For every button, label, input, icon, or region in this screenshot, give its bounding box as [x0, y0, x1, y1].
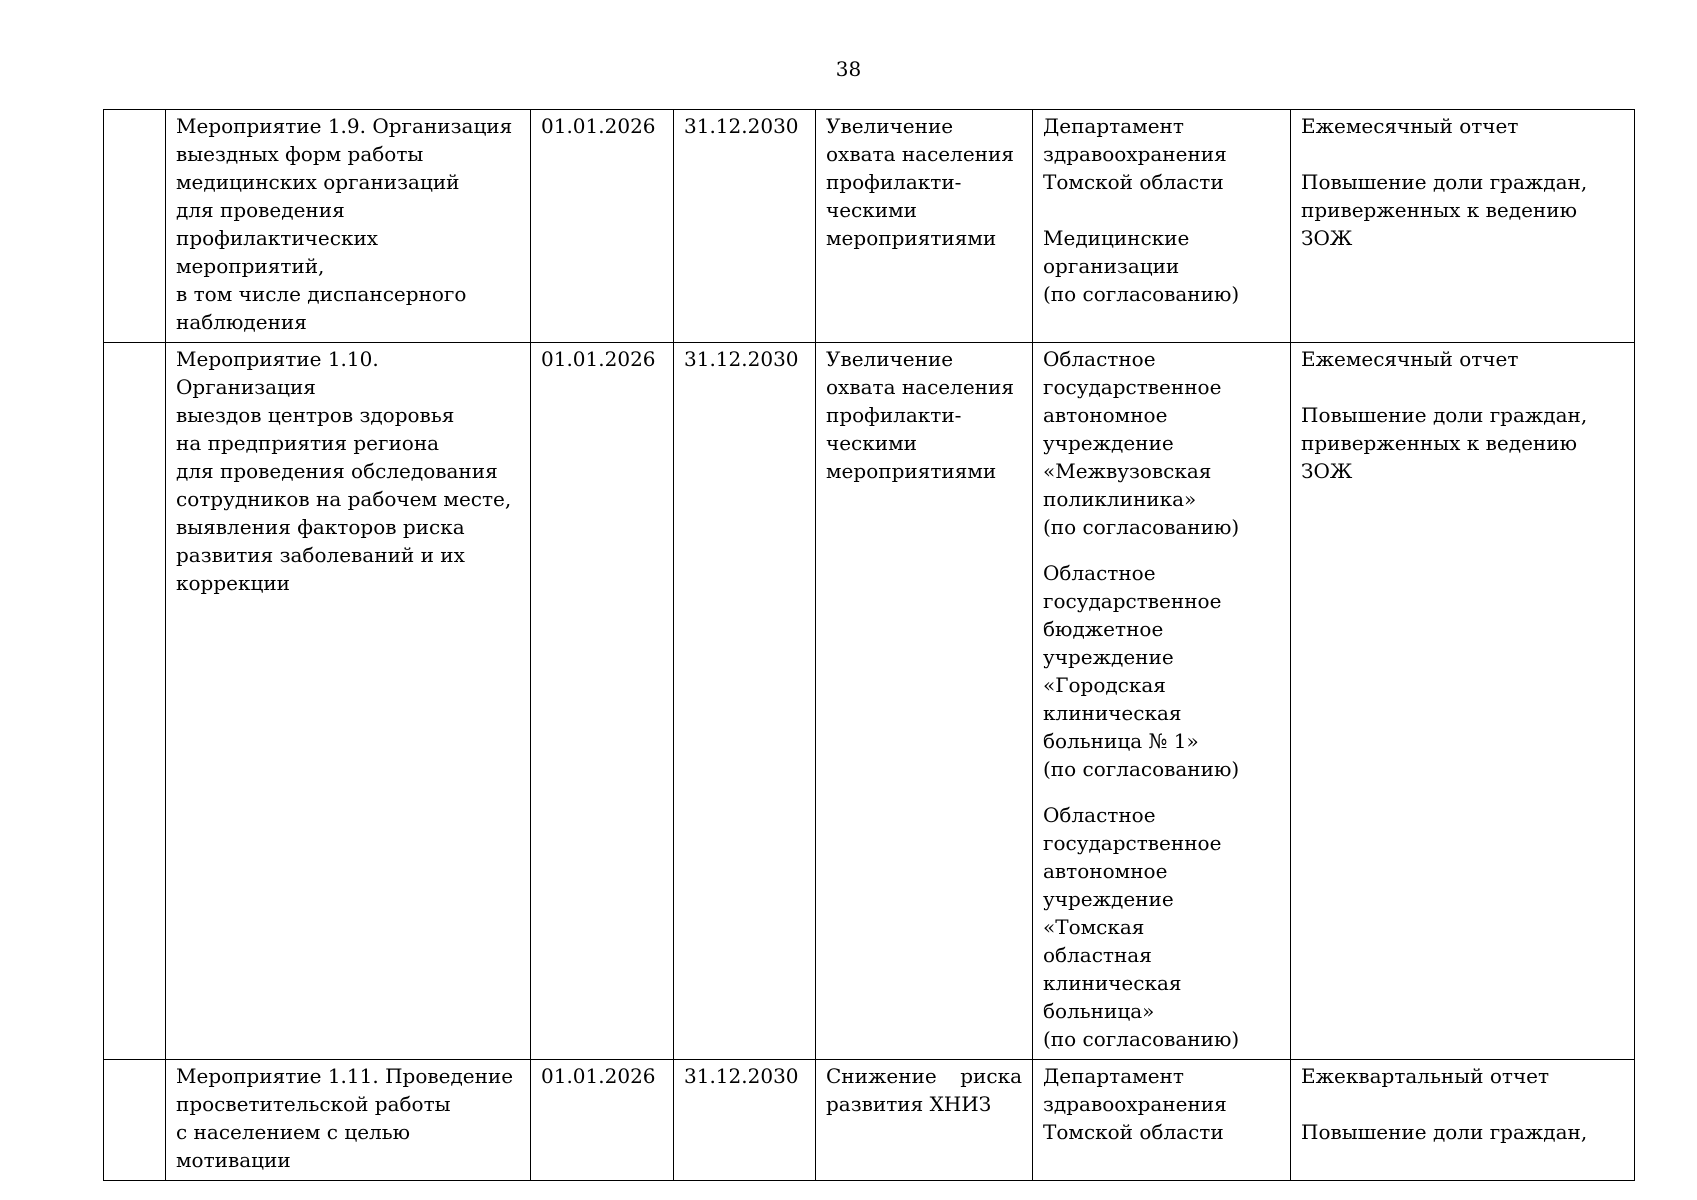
result-line: Увеличение: [826, 347, 954, 371]
end-date-cell: 31.12.2030: [674, 1060, 816, 1181]
executor-block: [1043, 345, 1280, 541]
activity-line: Мероприятие 1.9. Организация: [176, 114, 513, 138]
executor-line: больница»: [1043, 999, 1155, 1023]
executor-block: [1043, 224, 1280, 308]
result-line: профилакти-: [826, 170, 962, 194]
executor-line: «Межвузовская: [1043, 459, 1212, 483]
executor-line: учреждение «Томская: [1043, 887, 1174, 939]
table-row: [104, 343, 1635, 1060]
executor-line: (по согласованию): [1043, 1027, 1240, 1051]
executors-cell: [1033, 1060, 1291, 1181]
activity-cell: [166, 110, 531, 343]
indicator-line: Повышение доли граждан,: [1301, 170, 1588, 194]
executor-block: [1043, 1062, 1280, 1146]
page-number: 38: [835, 57, 862, 81]
result-line: охвата населения: [826, 375, 1014, 399]
result-cell: [816, 343, 1033, 1060]
indicator-line: приверженных к ведению: [1301, 431, 1577, 455]
executor-line: Департамент: [1043, 114, 1184, 138]
activity-cell: [166, 343, 531, 1060]
activity-line: для проведения: [176, 198, 345, 222]
executor-line: бюджетное: [1043, 617, 1164, 641]
activity-line: выявления факторов риска: [176, 515, 465, 539]
executor-line: клиническая: [1043, 971, 1182, 995]
executor-line: здравоохранения: [1043, 142, 1227, 166]
result-line: охвата населения: [826, 142, 1014, 166]
row-number-cell: [104, 343, 166, 1060]
result-line: Увеличение: [826, 114, 954, 138]
executor-line: государственное: [1043, 831, 1222, 855]
indicator-block: [1301, 401, 1624, 485]
report-type: Ежемесячный отчет: [1301, 114, 1519, 138]
executors-cell: [1033, 343, 1291, 1060]
executor-line: (по согласованию): [1043, 515, 1240, 539]
activity-line: просветительской работы: [176, 1092, 451, 1116]
activity-cell: [166, 1060, 531, 1181]
activity-line: сотрудников на рабочем месте,: [176, 487, 512, 511]
end-date-cell: 31.12.2030: [674, 343, 816, 1060]
row-number-cell: [104, 1060, 166, 1181]
activity-line: развития заболеваний и их: [176, 543, 465, 567]
result-cell: [816, 110, 1033, 343]
report-type: Ежеквартальный отчет: [1301, 1064, 1550, 1088]
executor-line: Областное: [1043, 803, 1156, 827]
result-line: развития ХНИЗ: [826, 1092, 992, 1116]
table-row: [104, 1060, 1635, 1181]
activity-line: Мероприятие 1.11. Проведение: [176, 1064, 514, 1088]
executor-block: [1043, 112, 1280, 196]
executor-block: [1043, 801, 1280, 1053]
activity-line: на предприятия региона: [176, 431, 440, 455]
executor-line: Областное: [1043, 561, 1156, 585]
executor-line: Томской области: [1043, 1120, 1224, 1144]
table-row: [104, 110, 1635, 343]
row-number-cell: [104, 110, 166, 343]
activities-table: [103, 109, 1635, 1181]
indicator-line: приверженных к ведению: [1301, 198, 1577, 222]
executor-line: Областное: [1043, 347, 1156, 371]
activity-line: выездов центров здоровья: [176, 403, 455, 427]
start-date-cell: 01.01.2026: [531, 110, 674, 343]
executor-line: Томской области: [1043, 170, 1224, 194]
executor-line: (по согласованию): [1043, 282, 1240, 306]
report-cell: [1291, 110, 1635, 343]
executor-line: учреждение: [1043, 431, 1174, 455]
executors-cell: [1033, 110, 1291, 343]
executor-line: областная: [1043, 943, 1152, 967]
executor-line: Медицинские: [1043, 226, 1190, 250]
executor-line: государственное: [1043, 375, 1222, 399]
indicator-line: ЗОЖ: [1301, 459, 1353, 483]
start-date-cell: 01.01.2026: [531, 343, 674, 1060]
indicator-line: Повышение доли граждан,: [1301, 1120, 1588, 1144]
indicator-line: Повышение доли граждан,: [1301, 403, 1588, 427]
activity-line: с населением с целью мотивации: [176, 1120, 411, 1172]
executor-line: здравоохранения: [1043, 1092, 1227, 1116]
result-line: мероприятиями: [826, 459, 997, 483]
executor-line: больница № 1»: [1043, 729, 1199, 753]
executor-line: учреждение: [1043, 645, 1174, 669]
activity-line: Мероприятие 1.10. Организация: [176, 347, 379, 399]
executor-line: Департамент: [1043, 1064, 1184, 1088]
indicator-line: ЗОЖ: [1301, 226, 1353, 250]
result-line: ческими: [826, 431, 917, 455]
activity-line: медицинских организаций: [176, 170, 460, 194]
activity-line: коррекции: [176, 571, 291, 595]
activity-line: наблюдения: [176, 310, 307, 334]
result-cell: [816, 1060, 1033, 1181]
activity-line: профилактических мероприятий,: [176, 226, 379, 278]
report-type: Ежемесячный отчет: [1301, 347, 1519, 371]
executor-line: автономное: [1043, 859, 1168, 883]
executor-line: поликлиника»: [1043, 487, 1197, 511]
executor-line: «Городская: [1043, 673, 1166, 697]
indicator-block: [1301, 1118, 1624, 1146]
executor-block: [1043, 559, 1280, 783]
result-line: мероприятиями: [826, 226, 997, 250]
result-line: Снижение риска: [826, 1064, 1022, 1088]
activity-line: выездных форм работы: [176, 142, 424, 166]
executor-line: (по согласованию): [1043, 757, 1240, 781]
executor-line: государственное: [1043, 589, 1222, 613]
executor-line: автономное: [1043, 403, 1168, 427]
executor-line: клиническая: [1043, 701, 1182, 725]
activity-line: в том числе диспансерного: [176, 282, 467, 306]
report-cell: [1291, 1060, 1635, 1181]
report-cell: [1291, 343, 1635, 1060]
activity-line: для проведения обследования: [176, 459, 498, 483]
indicator-block: [1301, 168, 1624, 252]
executor-line: организации: [1043, 254, 1180, 278]
result-line: профилакти-: [826, 403, 962, 427]
result-line: ческими: [826, 198, 917, 222]
start-date-cell: 01.01.2026: [531, 1060, 674, 1181]
end-date-cell: 31.12.2030: [674, 110, 816, 343]
